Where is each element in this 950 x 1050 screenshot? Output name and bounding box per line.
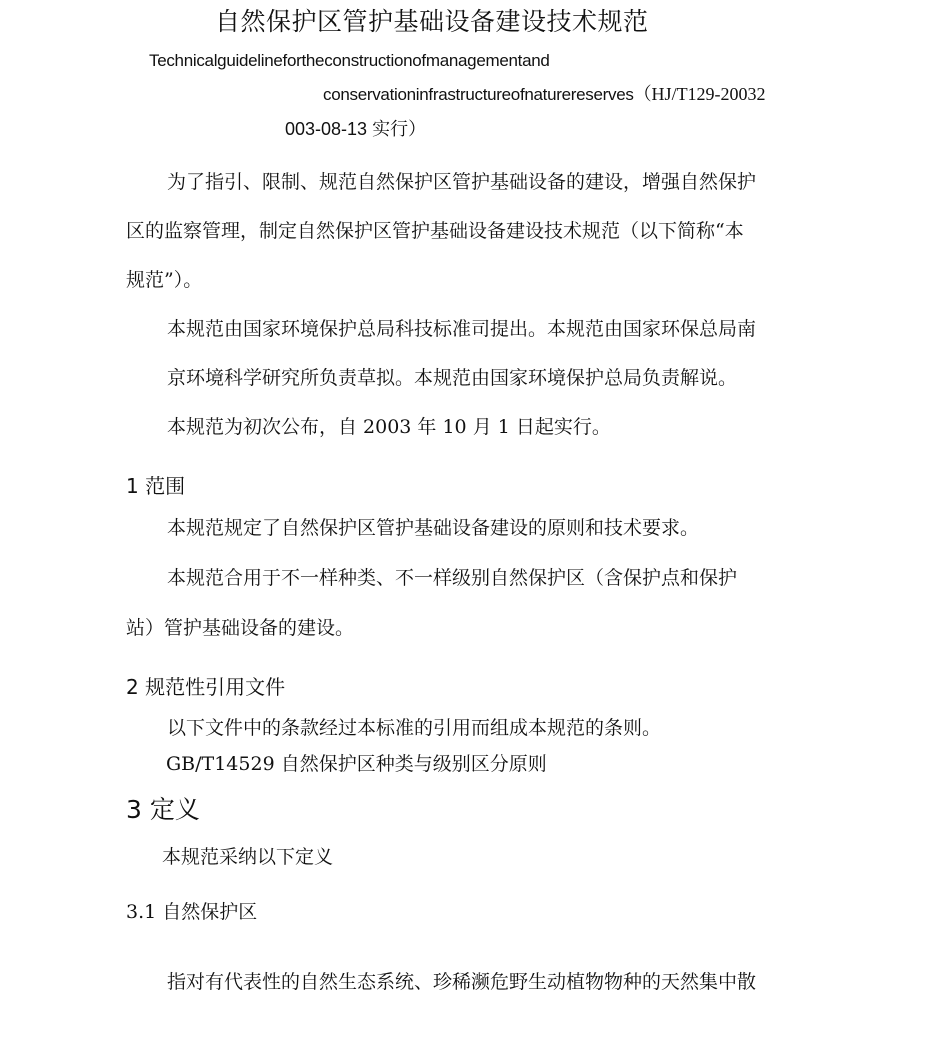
section-3-p1: 本规范采纳以下定义 [162,846,334,868]
document-title: 自然保护区管护基础设备建设技术规范 [215,7,649,36]
effective-date-line: 003-08-13 实行） [285,119,427,139]
intro-p2-line1: 本规范由国家环境保护总局科技标准司提出。本规范由国家环保总局南 [167,318,757,340]
english-subtitle-line-2-text: conservationinfrastructureofnaturereserves [323,85,634,104]
section-2-p2: GB/T14529 自然保护区种类与级别区分原则 [166,753,547,775]
section-3-1-heading: 3.1 自然保护区 [126,901,258,923]
intro-p2-line2: 京环境科学研究所负责草拟。本规范由国家环境保护总局负责解说。 [167,367,738,389]
section-3-1-p1: 指对有代表性的自然生态系统、珍稀濒危野生动植物物种的天然集中散 [167,971,757,993]
section-1-p1: 本规范规定了自然保护区管护基础设备建设的原则和技术要求。 [167,517,700,539]
section-1-heading: 1 范围 [126,474,186,498]
intro-p1-line2: 区的监察管理，制定自然保护区管护基础设备建设技术规范（以下简称“本 [126,220,744,242]
intro-p1-line3: 规范”）。 [126,269,203,291]
section-1-p2-line2: 站）管护基础设备的建设。 [126,617,355,639]
section-1-p2-line1: 本规范合用于不一样种类、不一样级别自然保护区（含保护点和保护 [167,567,738,589]
intro-p1-line1: 为了指引、限制、规范自然保护区管护基础设备的建设，增强自然保护 [167,171,757,193]
section-2-p1: 以下文件中的条款经过本标准的引用而组成本规范的条则。 [167,717,662,739]
section-2-heading: 2 规范性引用文件 [126,675,286,699]
english-subtitle-line-2 [323,80,766,106]
standard-number: （HJ/T129-20032 [633,84,766,104]
english-subtitle-line-1: Technicalguidelinefortheconstructionofmanagementand [149,51,550,70]
section-3-heading: 3 定义 [126,795,200,824]
intro-p3: 本规范为初次公布，自 2003 年 10 月 1 日起实行。 [167,416,611,438]
